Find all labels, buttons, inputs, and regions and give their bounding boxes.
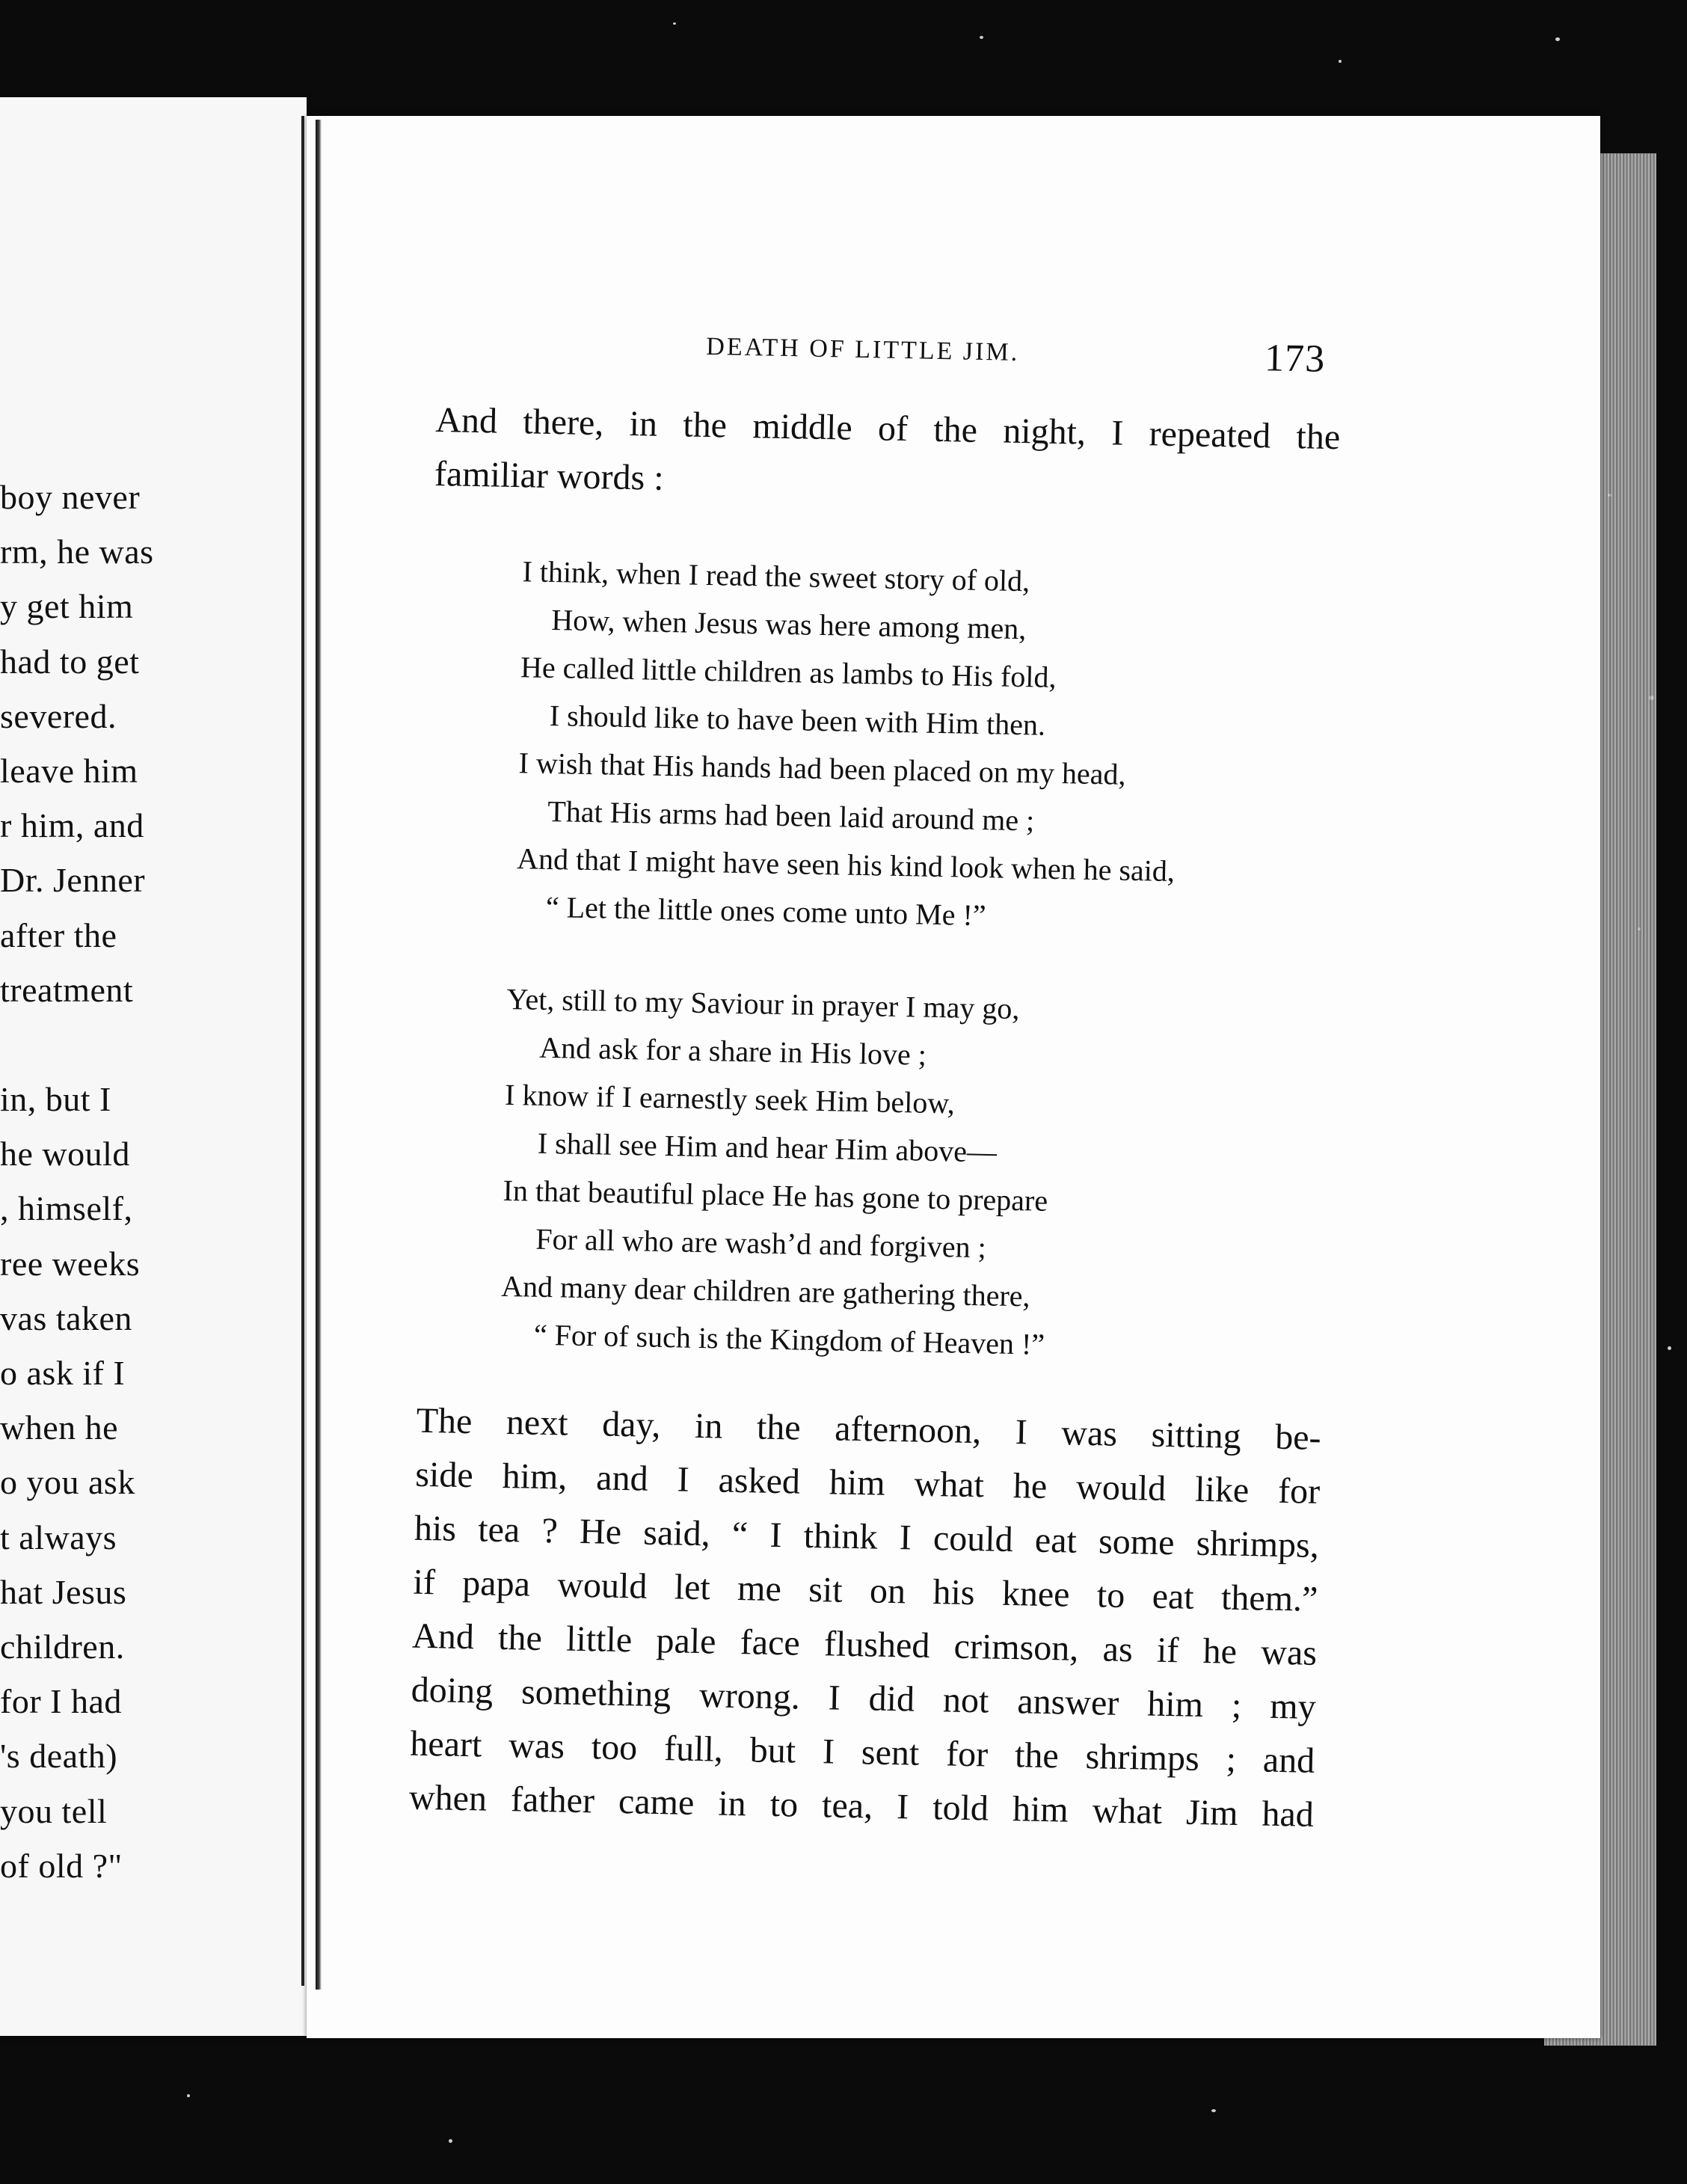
- left-page-line: [0, 524, 307, 579]
- left-page-line-text: o ask if I: [0, 1354, 126, 1392]
- text-line: his tea ? He said, “ I think I could eat some shrimps,: [414, 1508, 1320, 1565]
- left-page-line-text: leave him: [0, 751, 138, 790]
- left-page-line: [0, 470, 307, 524]
- left-page-line-text: ree weeks: [0, 1244, 141, 1283]
- left-page-line-text: in, but I: [0, 1080, 111, 1119]
- left-page-line: [0, 908, 307, 963]
- left-page-line-text: after the: [0, 915, 117, 954]
- left-page-line: [0, 743, 307, 798]
- left-page-line: [0, 1619, 307, 1674]
- poem-line: I should like to have been with Him then.: [549, 698, 1046, 742]
- left-page-line-text: had to get: [0, 642, 140, 681]
- poem-line: In that beautiful place He has gone to prepare: [503, 1173, 1048, 1218]
- left-page-line: [0, 1565, 307, 1619]
- left-page-text: [0, 470, 299, 1893]
- poem-line: Yet, still to my Saviour in prayer I may go,: [506, 981, 1020, 1026]
- text-line: And there, in the middle of the night, I repeated the: [434, 399, 1341, 458]
- poem-line: “ Let the little ones come unto Me !”: [545, 889, 986, 933]
- left-page-line: [0, 1729, 307, 1783]
- text-line: heart was too full, but I sent for the shrimps ; and: [409, 1723, 1315, 1781]
- left-page-line-text: you tell: [0, 1791, 108, 1830]
- left-page-line-text: he would: [0, 1135, 130, 1174]
- poem-line: How, when Jesus was here among men,: [550, 603, 1027, 646]
- left-page-line-text: Dr. Jenner: [0, 861, 146, 900]
- left-page-line-text: children.: [0, 1627, 125, 1666]
- left-page-line-text: for I had: [0, 1682, 122, 1721]
- left-page-line-text: 's death): [0, 1737, 118, 1776]
- left-page-line: [0, 579, 307, 634]
- right-page-content: [408, 320, 1342, 1842]
- poem-line: I shall see Him and hear Him above—: [537, 1126, 998, 1169]
- left-page-line-text: treatment: [0, 970, 134, 1009]
- poem-line: He called little children as lambs to His fold,: [520, 650, 1057, 694]
- left-page-line-text: r him, and: [0, 806, 144, 845]
- text-line: when father came in to tea, I told him what Jim had: [408, 1777, 1315, 1835]
- poem-stanza-1: [515, 547, 1338, 946]
- left-page-line: [0, 1784, 307, 1838]
- poem-line: For all who are wash’d and forgiven ;: [535, 1221, 987, 1265]
- poem-line: I know if I earnestly seek Him below,: [504, 1077, 956, 1120]
- text-line: doing something wrong. I did not answer him ; my: [411, 1669, 1317, 1727]
- gutter-shadow-left: [301, 116, 304, 1986]
- left-page-line: [0, 853, 307, 907]
- poem-stanza-2: [500, 975, 1330, 1374]
- poem-line: And many dear children are gathering there,: [500, 1269, 1030, 1313]
- left-page-line: [0, 1017, 307, 1072]
- left-page-line: [0, 1181, 307, 1236]
- gutter-shadow: [316, 120, 322, 1990]
- left-page-line-text: boy never: [0, 478, 141, 516]
- left-page-line-text: t always: [0, 1518, 117, 1556]
- left-page-line: [0, 689, 307, 743]
- left-page-line: [0, 1072, 307, 1126]
- running-title: DEATH OF LITTLE JIM.: [706, 332, 1020, 366]
- left-page-line-text: o you ask: [0, 1463, 135, 1502]
- left-page-line: [0, 1400, 307, 1455]
- poem-line: I think, when I read the sweet story of old,: [522, 554, 1030, 598]
- text-line: side him, and I asked him what he would like for: [414, 1454, 1321, 1512]
- poem-line: I wish that His hands had been placed on my head,: [518, 746, 1126, 791]
- poem-line: That His arms had been laid around me ;: [547, 794, 1035, 838]
- left-page-line-text: y get him: [0, 587, 134, 626]
- left-page: [0, 97, 307, 2036]
- left-page-line: [0, 1126, 307, 1181]
- left-page-line: [0, 1674, 307, 1729]
- poem-line: And ask for a share in His love ;: [538, 1030, 927, 1072]
- left-page-line: [0, 1346, 307, 1400]
- left-page-line-text: when he: [0, 1408, 119, 1447]
- left-page-line: [0, 1455, 307, 1509]
- left-page-line: [0, 963, 307, 1017]
- left-page-line-text: , himself,: [0, 1189, 133, 1228]
- page-number: 173: [1264, 337, 1326, 381]
- intro-paragraph: [434, 393, 1341, 518]
- left-page-line: [0, 1236, 307, 1291]
- left-page-line-text: hat Jesus: [0, 1572, 127, 1611]
- text-line: if papa would let me sit on his knee to eat them.”: [413, 1562, 1318, 1619]
- left-page-line: [0, 1291, 307, 1346]
- poem-line: “ For of such is the Kingdom of Heaven !”: [533, 1317, 1045, 1361]
- poem-line: And that I might have seen his kind look when he said,: [516, 841, 1176, 889]
- left-page-line: [0, 634, 307, 689]
- left-page-line: [0, 798, 307, 853]
- left-page-line-text: vas taken: [0, 1298, 132, 1337]
- text-line: The next day, in the afternoon, I was sitting be-: [416, 1400, 1322, 1458]
- text-line: And the little pale face flushed crimson, as if he was: [411, 1616, 1318, 1673]
- left-page-line-text: severed.: [0, 696, 117, 735]
- left-page-line-text: rm, he was: [0, 533, 154, 571]
- body-paragraph: [408, 1394, 1321, 1842]
- left-page-line-text: of old ?": [0, 1846, 123, 1885]
- left-page-line: [0, 1510, 307, 1565]
- text-line: familiar words :: [434, 453, 665, 498]
- left-page-line: [0, 1838, 307, 1893]
